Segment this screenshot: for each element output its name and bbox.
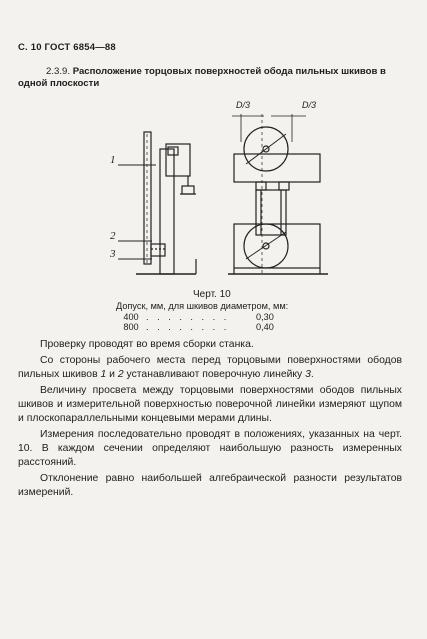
figure-caption: Черт. 10 xyxy=(193,289,231,300)
column-shape xyxy=(160,149,174,274)
section-number: 2.3.9. xyxy=(46,66,71,77)
tolerance-value: 0,40 xyxy=(256,322,274,332)
page-header: С. 10 ГОСТ 6854—88 xyxy=(18,42,116,53)
leader-dots: . . . . . . . . xyxy=(146,311,230,322)
body-text xyxy=(18,338,402,502)
dimension-left-label: D/3 xyxy=(236,100,251,110)
leader-dots: . . . . . . . . xyxy=(146,322,230,332)
callout-1: 1 xyxy=(110,154,116,166)
tolerance-heading: Допуск, мм, для шкивов диаметром, мм: xyxy=(116,301,289,311)
paragraph: Проверку проводят во время сборки станка. xyxy=(40,339,254,350)
paragraph: Отклонение равно наибольшей алгебраической разности результатов измерений. xyxy=(18,473,402,498)
upper-detail-shape xyxy=(168,147,178,155)
paragraph: Со стороны рабочего места перед торцовыми поверхностями ободов пильных шкивов 1 и 2 устанавливают поверочную линейку 3. xyxy=(18,355,402,380)
dimension-right-label: D/3 xyxy=(302,100,317,110)
tolerance-diameter: 800 xyxy=(123,322,139,332)
tolerance-block xyxy=(116,301,288,333)
paragraph: Измерения последовательно проводят в положениях, указанных на черт. 10. В каждом сечении определяют наибольшую разность измеренных расстояний. xyxy=(18,429,402,468)
section-heading xyxy=(18,66,402,90)
tolerance-row xyxy=(116,322,288,333)
callout-3: 3 xyxy=(110,248,116,260)
tolerance-value: 0,30 xyxy=(256,311,274,322)
machine-drawing xyxy=(96,94,336,284)
straightedge-shape xyxy=(144,132,151,264)
tolerance-row xyxy=(116,312,288,323)
drawing-figure xyxy=(96,94,336,289)
tolerance-diameter: 400 xyxy=(123,311,139,322)
front-view xyxy=(228,114,328,274)
paragraph: Величину просвета между торцовыми поверхностями ободов пильных шкивов и измерительной поверхностью поверочной линейки измеряют щупом и плоскопараллельными концевыми мерами длины. xyxy=(18,385,402,424)
section-title: Расположение торцовых поверхностей обода пильных шкивов в одной плоскости xyxy=(18,66,386,89)
side-view xyxy=(118,132,196,274)
callout-2: 2 xyxy=(110,230,116,242)
